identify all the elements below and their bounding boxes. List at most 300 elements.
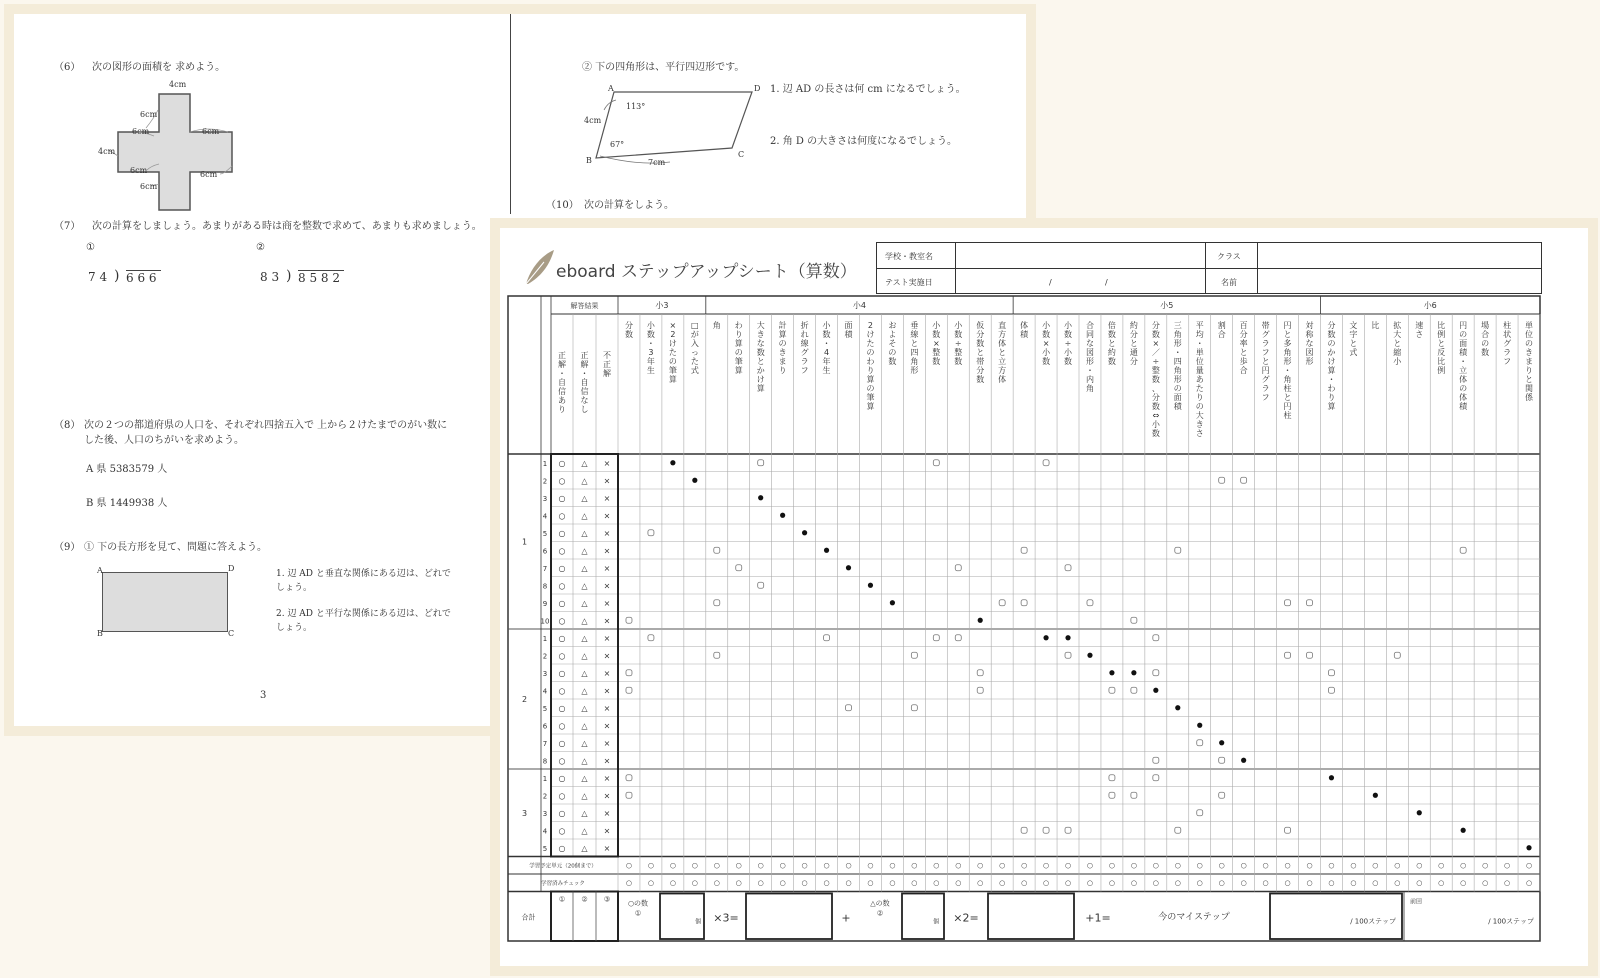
question-number: 7: [542, 739, 548, 748]
q9-text: ① 下の長方形を見て、問題に答えよう。: [84, 542, 267, 553]
plan-cell: ○: [1240, 861, 1247, 870]
done-cell: ○: [713, 879, 720, 887]
related-topic-mark: [933, 460, 939, 466]
q7-p2-divisor: 8 3: [260, 270, 280, 284]
related-topic-mark: [648, 635, 654, 641]
done-cell: ○: [1130, 879, 1137, 887]
times3-label: ×3=: [713, 911, 739, 925]
plan-cell: ○: [1416, 861, 1423, 870]
result-mark: ○: [558, 598, 566, 608]
rect-vertex-d: D: [228, 564, 235, 573]
question-number: 1: [542, 634, 548, 643]
topic-label: 2 けたのわり算の筆算: [866, 321, 875, 411]
done-cell: ○: [1525, 879, 1533, 887]
topic-label: 円の面積・立体の体積: [1459, 321, 1468, 411]
plan-cell: ○: [1372, 861, 1379, 870]
related-topic-mark: [824, 635, 830, 641]
sankaku-count-box: [902, 894, 944, 940]
total-circled: ①: [558, 895, 566, 904]
maru-count-box: [660, 894, 704, 940]
result-mark: ○: [558, 458, 566, 468]
plus-label: +: [841, 911, 851, 925]
question-number: 2: [542, 652, 548, 661]
result-mark: ×: [603, 476, 611, 486]
total-circled: ②: [581, 895, 588, 904]
result-col-label: 正解・自信あり: [558, 351, 566, 414]
plan-cell: ○: [1504, 861, 1511, 870]
sheet-title: eboard ステップアップシート（算数）: [556, 262, 857, 282]
result-mark: ○: [558, 756, 566, 766]
maru-count-label: ○の数: [627, 899, 649, 908]
result-header: 解答結果: [570, 302, 599, 310]
related-topic-mark: [714, 547, 720, 553]
done-cell: ○: [1504, 879, 1511, 887]
name-label: 名前: [1221, 278, 1237, 287]
plan-cell: ○: [1306, 861, 1313, 870]
step-up-sheet: [490, 218, 1598, 976]
main-topic-dot: [758, 495, 763, 500]
dim-c: 6cm: [202, 127, 220, 136]
related-topic-mark: [1175, 827, 1181, 833]
related-topic-mark: [626, 670, 632, 676]
question-number: 2: [542, 792, 548, 801]
related-topic-mark: [1153, 670, 1159, 676]
related-topic-mark: [1043, 460, 1049, 466]
result-col-label: 正解・自信なし: [580, 351, 589, 414]
topic-label: 角: [712, 321, 721, 330]
done-cell: ○: [1043, 879, 1050, 887]
prev-per100: / 100ステップ: [1488, 917, 1534, 926]
plan-cell: ○: [845, 861, 852, 870]
done-cell: ○: [911, 879, 918, 887]
result-mark: ×: [603, 528, 611, 538]
my-step-box: [1270, 894, 1402, 940]
related-topic-mark: [1175, 547, 1181, 553]
result-mark: ○: [558, 791, 566, 801]
para-vertex-b: B: [586, 156, 592, 165]
question-number: 3: [542, 809, 548, 818]
grade-label: 小6: [1423, 301, 1437, 310]
related-topic-mark: [1285, 827, 1291, 833]
topic-label: 体積: [1020, 321, 1029, 339]
related-topic-mark: [1153, 757, 1159, 763]
plan-cell: ○: [801, 861, 808, 870]
plan-cell: ○: [713, 861, 720, 870]
q10-label: （10）: [546, 200, 579, 211]
result-mark: ×: [603, 651, 611, 661]
para-vertex-c: C: [738, 150, 745, 159]
done-cell: ○: [801, 879, 808, 887]
related-topic-mark: [736, 565, 742, 571]
grid-frame: [508, 296, 1540, 941]
result-mark: ×: [603, 808, 611, 818]
done-cell: ○: [1152, 879, 1159, 887]
main-topic-dot: [846, 565, 851, 570]
plus1-label: +1=: [1085, 911, 1111, 925]
topic-label: 対称な図形: [1305, 321, 1314, 366]
topic-label: 合同な図形・内角: [1085, 321, 1094, 393]
topic-label: 小数×整数: [932, 321, 941, 366]
topic-label: 百分率と歩合: [1239, 321, 1248, 375]
plan-row-label: 学習予定単元（20個まで）: [529, 863, 597, 870]
rect-vertex-a: A: [97, 566, 103, 575]
result-mark: ○: [558, 476, 566, 486]
done-cell: ○: [1284, 879, 1291, 887]
result-mark: △: [581, 721, 588, 731]
q8-a: A 県 5383579 人: [86, 464, 168, 475]
plan-cell: ○: [1438, 861, 1445, 870]
plan-cell: ○: [977, 861, 984, 870]
plan-cell: ○: [1218, 861, 1225, 870]
related-topic-mark: [626, 617, 632, 623]
question-number: 10: [540, 617, 550, 626]
done-cell: ○: [1416, 879, 1423, 887]
topic-label: わり算の筆算: [734, 321, 743, 375]
result-mark: ×: [603, 773, 611, 783]
plan-cell: ○: [1174, 861, 1181, 870]
q9b-s1: 1. 辺 AD の長さは何 cm になるでしょう。: [770, 84, 966, 95]
question-number: 6: [542, 722, 548, 731]
related-topic-mark: [846, 705, 852, 711]
main-topic-dot: [1241, 758, 1246, 763]
q7-text: 次の計算をしましょう。あまりがある時は商を整数で求めて、あまりも求めましょう。: [92, 221, 482, 232]
topic-label: 割合: [1217, 321, 1226, 339]
q7-label: （7）: [54, 221, 81, 232]
times3-box: [746, 894, 832, 940]
topic-label: 三角形・四角形の面積: [1173, 321, 1182, 411]
class-label: クラス: [1217, 252, 1241, 261]
date-sep-1: /: [1049, 278, 1052, 287]
para-side-4cm: 4cm: [584, 116, 602, 125]
topic-label: □が入った式: [690, 321, 699, 375]
main-topic-dot: [1043, 635, 1048, 640]
sankaku-count-num: ②: [876, 909, 884, 918]
related-topic-mark: [1021, 547, 1027, 553]
result-mark: ×: [603, 668, 611, 678]
done-cell: ○: [1174, 879, 1181, 887]
related-topic-mark: [911, 652, 917, 658]
result-mark: ×: [603, 703, 611, 713]
related-topic-mark: [1241, 477, 1247, 483]
plan-cell: ○: [955, 861, 962, 870]
related-topic-mark: [758, 582, 764, 588]
main-topic-dot: [1329, 775, 1334, 780]
related-topic-mark: [1219, 792, 1225, 798]
related-topic-mark: [714, 600, 720, 606]
result-mark: △: [581, 511, 588, 521]
dim-a: 6cm: [140, 110, 158, 119]
times2-label: ×2=: [953, 911, 979, 925]
related-topic-mark: [1021, 827, 1027, 833]
q9-s2b: しょう。: [276, 623, 313, 633]
result-mark: △: [581, 668, 588, 678]
related-topic-mark: [626, 792, 632, 798]
plan-cell: ○: [889, 861, 896, 870]
q8-label: （8）: [54, 420, 81, 431]
topic-label: 比: [1371, 321, 1380, 330]
result-mark: △: [581, 703, 588, 713]
done-cell: ○: [1482, 879, 1489, 887]
done-cell: ○: [1064, 879, 1072, 887]
plan-cell: ○: [1460, 861, 1467, 870]
section-label: 1: [521, 537, 528, 547]
para-vertex-a: A: [608, 84, 614, 93]
related-topic-mark: [1285, 600, 1291, 606]
q8-line2: した後、人口のちがいを求めよう。: [84, 435, 244, 446]
done-cell: ○: [735, 879, 742, 887]
plan-cell: ○: [669, 861, 676, 870]
question-number: 6: [542, 547, 548, 556]
q6-label: （6）: [54, 62, 81, 73]
question-number: 5: [542, 844, 548, 853]
main-topic-dot: [1175, 705, 1180, 710]
question-number: 5: [542, 704, 548, 713]
done-cell: ○: [1438, 879, 1445, 887]
question-number: 4: [542, 827, 548, 836]
main-topic-dot: [824, 548, 829, 553]
result-mark: ×: [603, 598, 611, 608]
topic-label: 帯グラフと円グラフ: [1261, 321, 1270, 402]
main-topic-dot: [670, 460, 675, 465]
result-mark: ○: [558, 633, 566, 643]
my-step-label: 今のマイステップ: [1158, 912, 1230, 923]
result-mark: △: [581, 476, 588, 486]
related-topic-mark: [1131, 617, 1137, 623]
plan-cell: ○: [823, 861, 830, 870]
related-topic-mark: [1219, 757, 1225, 763]
topic-label: 分数: [624, 321, 633, 339]
plan-cell: ○: [1262, 861, 1269, 870]
related-topic-mark: [977, 670, 983, 676]
done-cell: ○: [1306, 879, 1313, 887]
topic-label: 小数・ 3 年生: [646, 321, 655, 375]
question-number: 2: [542, 477, 548, 486]
plan-cell: ○: [1043, 861, 1050, 870]
result-mark: ○: [558, 703, 566, 713]
result-mark: ×: [603, 493, 611, 503]
question-number: 9: [542, 599, 548, 608]
related-topic-mark: [933, 635, 939, 641]
done-cell: ○: [1262, 879, 1269, 887]
topic-label: 折れ線グラフ: [800, 321, 809, 375]
column-divider: [510, 14, 511, 214]
topic-label: 仮分数と帯分数: [976, 321, 985, 384]
related-topic-mark: [999, 600, 1005, 606]
rect-vertex-c: C: [228, 629, 235, 638]
done-cell: ○: [779, 879, 786, 887]
result-mark: ×: [603, 791, 611, 801]
para-side-7cm: 7cm: [648, 158, 666, 167]
done-cell: ○: [1021, 879, 1028, 887]
result-mark: ○: [558, 668, 566, 678]
plan-cell: ○: [867, 861, 874, 870]
done-row-label: 学習済みチェック: [541, 881, 585, 887]
plan-cell: ○: [757, 861, 764, 870]
done-cell: ○: [647, 879, 654, 887]
related-topic-mark: [1065, 565, 1071, 571]
plan-cell: ○: [1525, 861, 1533, 870]
result-mark: △: [581, 738, 588, 748]
done-cell: ○: [1196, 879, 1203, 887]
done-cell: ○: [977, 879, 984, 887]
topic-label: 円と多角形・角柱と円柱: [1283, 321, 1292, 420]
q7-p2-dividend: 8 5 8 2: [298, 270, 344, 285]
question-number: 8: [542, 582, 548, 591]
para-angle-113: 113°: [626, 102, 646, 111]
total-circled: ③: [603, 895, 611, 904]
plan-cell: ○: [625, 861, 633, 870]
q7-p1-divisor: 7 4: [88, 270, 108, 284]
result-mark: △: [581, 826, 588, 836]
result-col-label: 不正解: [603, 351, 611, 378]
topic-label: 約分と通分: [1129, 321, 1138, 366]
related-topic-mark: [977, 687, 983, 693]
plan-cell: ○: [691, 861, 698, 870]
done-cell: ○: [1218, 879, 1225, 887]
q7-p2-num: ②: [256, 242, 265, 253]
date-label: テスト実施日: [885, 278, 933, 287]
result-mark: ×: [603, 616, 611, 626]
result-mark: ×: [603, 581, 611, 591]
q9-label: （9）: [54, 542, 81, 553]
done-cell: ○: [823, 879, 830, 887]
main-topic-dot: [978, 618, 983, 623]
plan-cell: ○: [1086, 861, 1094, 870]
plan-cell: ○: [911, 861, 918, 870]
plan-cell: ○: [1021, 861, 1028, 870]
total-label: 合計: [521, 913, 536, 922]
q8-line1: 次の２つの都道府県の人口を、それぞれ四捨五入で 上から２けたまでのがい数に: [84, 420, 448, 431]
dim-left: 4cm: [98, 147, 116, 156]
question-number: 1: [542, 774, 548, 783]
done-cell: ○: [999, 879, 1006, 887]
school-label: 学校・教室名: [885, 252, 933, 261]
para-vertex-d: D: [754, 84, 761, 93]
result-mark: ○: [558, 808, 566, 818]
plan-cell: ○: [1064, 861, 1072, 870]
result-mark: ○: [558, 511, 566, 521]
related-topic-mark: [955, 565, 961, 571]
topic-label: 大きな数とかけ算: [756, 321, 765, 393]
q9-s1b: しょう。: [276, 583, 313, 593]
grade-label: 小3: [655, 301, 669, 310]
result-mark: △: [581, 843, 588, 853]
q7-p1-num: ①: [86, 242, 95, 253]
topic-label: 計算のきまり: [778, 321, 787, 375]
result-mark: ×: [603, 511, 611, 521]
result-mark: ×: [603, 458, 611, 468]
main-topic-dot: [1197, 723, 1202, 728]
result-mark: △: [581, 808, 588, 818]
result-mark: ○: [558, 738, 566, 748]
q7-p1-bracket: ): [114, 268, 120, 284]
topic-label: 場合の数: [1481, 321, 1490, 357]
related-topic-mark: [1197, 740, 1203, 746]
result-mark: △: [581, 686, 588, 696]
q9b-s2: 2. 角 D の大きさは何度になるでしょう。: [770, 136, 957, 147]
done-cell: ○: [1394, 879, 1401, 887]
result-mark: △: [581, 616, 588, 626]
topic-label: × 2 けたの筆算: [668, 321, 677, 384]
related-topic-mark: [1285, 652, 1291, 658]
done-cell: ○: [867, 879, 874, 887]
question-number: 4: [542, 512, 548, 521]
dim-top: 4cm: [169, 80, 187, 89]
done-cell: ○: [1240, 879, 1247, 887]
result-mark: ×: [603, 633, 611, 643]
related-topic-mark: [626, 775, 632, 781]
result-mark: ×: [603, 546, 611, 556]
related-topic-mark: [1109, 775, 1115, 781]
related-topic-mark: [1394, 652, 1400, 658]
result-mark: ×: [603, 756, 611, 766]
done-cell: ○: [845, 879, 852, 887]
done-cell: ○: [625, 879, 633, 887]
result-mark: ×: [603, 686, 611, 696]
plan-cell: ○: [1130, 861, 1137, 870]
main-topic-dot: [780, 513, 785, 518]
related-topic-mark: [1153, 635, 1159, 641]
plan-cell: ○: [1152, 861, 1159, 870]
result-mark: △: [581, 598, 588, 608]
related-topic-mark: [1043, 827, 1049, 833]
topic-label: 小数・ 4 年生: [822, 321, 831, 375]
main-topic-dot: [1131, 670, 1136, 675]
main-topic-dot: [890, 600, 895, 605]
done-cell: ○: [933, 879, 940, 887]
topic-label: 比例と反比例: [1437, 321, 1446, 375]
topic-label: 小数×小数: [1042, 321, 1051, 366]
related-topic-mark: [1131, 687, 1137, 693]
related-topic-mark: [1065, 652, 1071, 658]
my-step-per100: / 100ステップ: [1350, 917, 1396, 926]
q7-p1-dividend: 6 6 6: [126, 270, 161, 285]
page-number: 3: [260, 690, 267, 701]
main-topic-dot: [1219, 740, 1224, 745]
topic-label: 面積: [844, 321, 853, 339]
related-topic-mark: [1109, 687, 1115, 693]
prev-label: 前回: [1410, 898, 1423, 906]
related-topic-mark: [911, 705, 917, 711]
plan-cell: ○: [647, 861, 654, 870]
main-topic-dot: [1109, 670, 1114, 675]
result-mark: ○: [558, 721, 566, 731]
result-mark: ○: [558, 493, 566, 503]
done-cell: ○: [669, 879, 676, 887]
sankaku-count-label: △の数: [870, 899, 890, 908]
related-topic-mark: [758, 460, 764, 466]
result-mark: △: [581, 563, 588, 573]
done-cell: ○: [691, 879, 698, 887]
main-topic-dot: [1526, 845, 1531, 850]
result-mark: △: [581, 791, 588, 801]
q8-b: B 県 1449938 人: [86, 498, 168, 509]
question-number: 3: [542, 669, 548, 678]
topic-label: 速さ: [1415, 321, 1424, 339]
related-topic-mark: [955, 635, 961, 641]
result-mark: △: [581, 633, 588, 643]
topic-label: 単位のきまりと関係: [1525, 321, 1534, 402]
result-mark: △: [581, 581, 588, 591]
result-mark: ×: [603, 843, 611, 853]
grade-label: 小5: [1160, 301, 1174, 310]
related-topic-mark: [1153, 775, 1159, 781]
question-number: 3: [542, 494, 548, 503]
rect-vertex-b: B: [97, 629, 103, 638]
main-topic-dot: [802, 530, 807, 535]
maru-count-num: ①: [634, 909, 642, 918]
related-topic-mark: [1328, 687, 1334, 693]
